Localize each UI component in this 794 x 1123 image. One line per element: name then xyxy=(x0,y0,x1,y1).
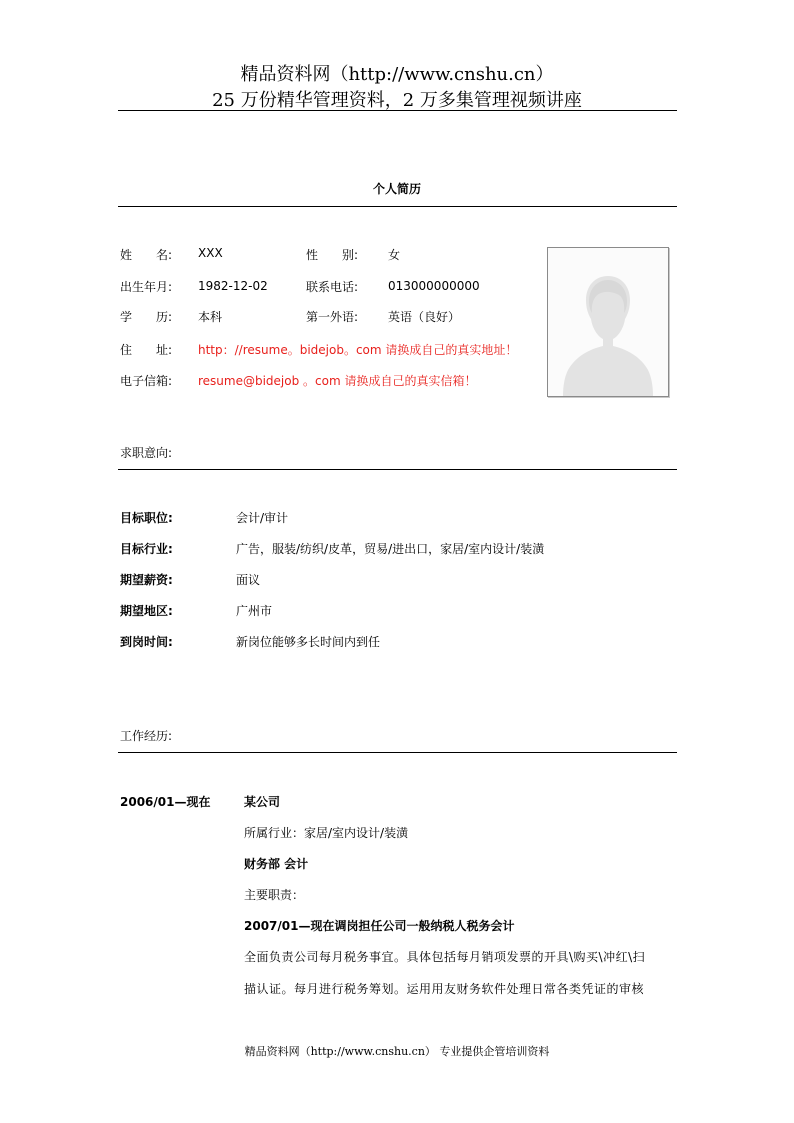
target-industry-label: 目标行业: xyxy=(120,542,173,556)
education-value: 本科 xyxy=(198,310,223,324)
phone-value: 013000000000 xyxy=(388,279,480,293)
gender-label: 性 别: xyxy=(306,248,359,262)
birth-label: 出生年月: xyxy=(120,280,173,294)
name-value: XXX xyxy=(198,246,223,260)
work-department: 财务部 会计 xyxy=(244,857,309,871)
resume-title: 个人简历 xyxy=(372,182,421,196)
target-position-value: 会计/审计 xyxy=(236,511,289,525)
work-sub-title: 2007/01—现在调岗担任公司一般纳税人税务会计 xyxy=(244,919,515,933)
address-value: http：//resume。bidejob。com 请换成自己的真实地址！ xyxy=(198,343,518,357)
target-industry-value: 广告，服装/纺织/皮革，贸易/进出口，家居/室内设计/装潢 xyxy=(236,542,545,556)
email-value: resume@bidejob 。com 请换成自己的真实信箱！ xyxy=(198,374,477,388)
work-duties-label: 主要职责： xyxy=(244,888,305,902)
target-position-label: 目标职位: xyxy=(120,511,173,525)
expected-salary-value: 面议 xyxy=(236,573,261,587)
expected-region-label: 期望地区: xyxy=(120,604,173,618)
title-divider xyxy=(118,206,677,207)
intent-divider xyxy=(118,469,677,470)
birth-value: 1982-12-02 xyxy=(198,279,268,293)
start-time-value: 新岗位能够多长时间内到任 xyxy=(236,635,381,649)
intent-heading: 求职意向: xyxy=(120,446,173,460)
avatar-silhouette-icon xyxy=(548,248,668,396)
address-label: 住 址: xyxy=(120,343,173,357)
expected-salary-label: 期望薪资: xyxy=(120,573,173,587)
work-industry: 所属行业：家居/室内设计/装潢 xyxy=(244,826,409,840)
page-footer: 精品资料网（http://www.cnshu.cn） 专业提供企管培训资料 xyxy=(244,1045,550,1058)
expected-region-value: 广州市 xyxy=(236,604,273,618)
work-company: 某公司 xyxy=(244,795,281,809)
language-label: 第一外语: xyxy=(306,310,359,324)
language-value: 英语（良好） xyxy=(388,310,461,324)
header-divider xyxy=(118,110,677,111)
work-desc-line-2: 描认证。每月进行税务筹划。运用用友财务软件处理日常各类凭证的审核 xyxy=(244,982,645,996)
profile-photo xyxy=(547,247,669,397)
work-period: 2006/01—现在 xyxy=(120,795,211,809)
work-heading: 工作经历: xyxy=(120,729,173,743)
name-label: 姓 名: xyxy=(120,248,173,262)
email-label: 电子信箱: xyxy=(120,374,173,388)
gender-value: 女 xyxy=(388,248,401,262)
phone-label: 联系电话: xyxy=(306,280,359,294)
work-desc-line-1: 全面负责公司每月税务事宜。具体包括每月销项发票的开具\购买\冲红\扫 xyxy=(244,950,646,964)
work-divider xyxy=(118,752,677,753)
header-site-line: 精品资料网（http://www.cnshu.cn） xyxy=(240,64,554,85)
education-label: 学 历: xyxy=(120,310,173,324)
header-slogan-line: 25 万份精华管理资料，2 万多集管理视频讲座 xyxy=(212,90,582,111)
start-time-label: 到岗时间: xyxy=(120,635,173,649)
